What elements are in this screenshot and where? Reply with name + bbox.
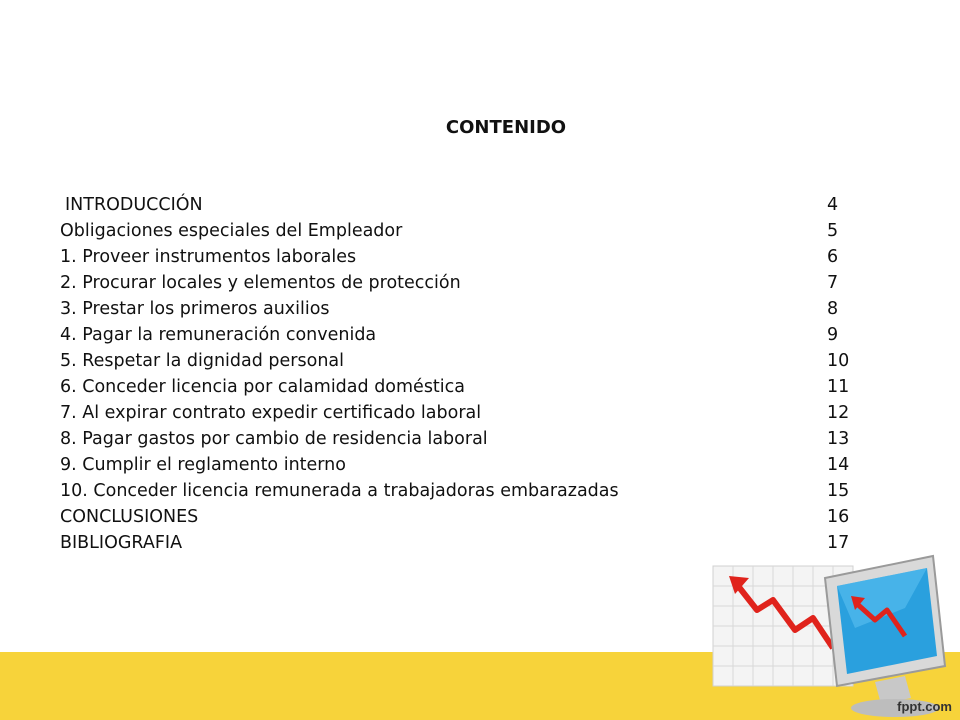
toc-entry [60, 506, 860, 532]
toc-entry [60, 220, 860, 246]
toc-entry-title: 2. Procurar locales y elementos de protección [60, 273, 461, 293]
table-of-contents [60, 194, 860, 558]
computer-monitor-icon [825, 556, 945, 717]
toc-entry [60, 246, 860, 272]
toc-entry-title: 7. Al expirar contrato expedir certificado laboral [60, 403, 482, 423]
toc-entry [60, 194, 860, 220]
toc-entry-page: 12 [827, 403, 850, 423]
toc-entry-title: 9. Cumplir el reglamento interno [60, 455, 346, 475]
toc-entry-page: 10 [827, 351, 850, 371]
brand-watermark: fppt.com [897, 699, 952, 714]
toc-entry-title: INTRODUCCIÓN [65, 195, 203, 215]
toc-entry-page: 15 [827, 481, 850, 501]
toc-entry-page: 8 [827, 299, 839, 319]
toc-entry-page: 11 [827, 377, 850, 397]
toc-entry-title: Obligaciones especiales del Empleador [60, 221, 403, 241]
toc-entry [60, 428, 860, 454]
toc-entry-page: 13 [827, 429, 850, 449]
toc-entry-title: 10. Conceder licencia remunerada a trabajadoras embarazadas [60, 481, 619, 501]
decorative-art [705, 548, 955, 720]
toc-entry-page: 5 [827, 221, 839, 241]
toc-entry-page: 7 [827, 273, 839, 293]
toc-entry-title: 3. Prestar los primeros auxilios [60, 299, 330, 319]
toc-entry [60, 376, 860, 402]
toc-entry-page: 14 [827, 455, 850, 475]
toc-entry-page: 4 [827, 195, 839, 215]
toc-entry-title: 4. Pagar la remuneración convenida [60, 325, 377, 345]
toc-entry [60, 454, 860, 480]
toc-entry-page: 17 [827, 533, 850, 553]
toc-entry [60, 480, 860, 506]
toc-entry-page: 9 [827, 325, 839, 345]
toc-entry [60, 298, 860, 324]
toc-entry-title: 6. Conceder licencia por calamidad doméstica [60, 377, 466, 397]
toc-entry-title: 1. Proveer instrumentos laborales [60, 247, 357, 267]
toc-entry-title: 5. Respetar la dignidad personal [60, 351, 344, 371]
toc-entry-page: 6 [827, 247, 839, 267]
toc-entry [60, 272, 860, 298]
toc-entry-title: CONCLUSIONES [60, 507, 199, 527]
toc-entry [60, 402, 860, 428]
toc-entry-title: 8. Pagar gastos por cambio de residencia laboral [60, 429, 488, 449]
toc-entry-title: BIBLIOGRAFIA [60, 533, 183, 553]
page-title: CONTENIDO [445, 117, 567, 138]
toc-entry [60, 324, 860, 350]
toc-entry-page: 16 [827, 507, 850, 527]
toc-entry [60, 350, 860, 376]
